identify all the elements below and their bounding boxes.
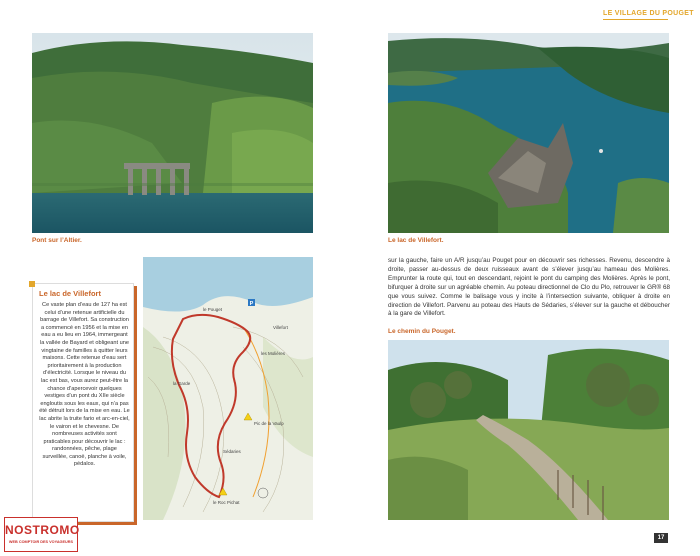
body-text: sur la gauche, faire un A/R jusqu’au Pouget pour en découvrir ses richesses. Revenu, descendre à droite, passer au-dessus de deux ruisseaux avant de s’élever jusqu’au hameau des Molières. Emprunter la route qui, tout en descendant, rejoint le pont du camping des Molières. Après le pont, bifurquer à droite sur un agréable chemin. Au poteau directionnel de Clo du Plo, retrouver le GR® 68 que vous suivez. Comme le balisage vous y incite à l’intersection suivante, obliquer à droite en direction de Villefort. Parvenu au poteau des Hauts de Sédaries, s’élever sur la gauche et déboucher à la gare de Villefort. (388, 257, 670, 318)
map-label-pouget: le Pouget (203, 307, 223, 312)
running-head-rule (603, 19, 668, 20)
map-label-garde: la Garde (173, 381, 191, 386)
map-label-roc: le Roc Pichat (213, 500, 240, 505)
sidebar-title: Le lac de Villefort (39, 289, 101, 298)
route-map (143, 257, 313, 520)
photo-pont-altier (32, 33, 313, 233)
map-start-marker: P (249, 300, 254, 307)
page-number: 17 (654, 533, 668, 543)
logo-name: NOSTROMO (5, 523, 80, 537)
map-label-sedaries: Sédaries (223, 449, 241, 454)
running-head: LE VILLAGE DU POUGET (603, 10, 694, 17)
sidebar-box (32, 283, 134, 522)
caption-bottom-photo: Le chemin du Pouget. (388, 328, 456, 335)
caption-left-photo: Pont sur l’Altier. (32, 237, 82, 244)
photo-chemin-pouget (388, 340, 669, 520)
map-label-pic: Pic de la Vaulp (254, 421, 284, 426)
logo-tagline: WEB COMPTOIR DES VOYAGEURS (8, 540, 74, 544)
map-label-molieres: les Molières (261, 351, 286, 356)
caption-right-photo: Le lac de Villefort. (388, 237, 444, 244)
publisher-logo (4, 517, 78, 552)
sidebar-body: Ce vaste plan d’eau de 127 ha est celui d’une retenue artificielle du barrage de Villefort. Sa construction a commencé en 1956 et la mise en eau a eu lieu en 1964, immergeant la vallée de Bayard et obligeant une vingtaine de familles à quitter leurs maisons. Cette retenue d’eau sert prioritairement à la production d’électricité. Lorsque le niveau du lac est bas, vous aurez peut-être la chance d’apercevoir quelques vestiges d’un pont du XIIe siècle engloutis sous les eaux, qui n’a pas été détruit lors de la mise en eau. Le lac abrite la truite fario et arc-en-ciel, le vairon et le chevesne. De nombreuses activités sont praticables pour découvrir le lac : randonnées, pêche, plage surveillée, canoë, planche à voile, pédalos. (39, 302, 130, 468)
map-label-villefort: Villefort (273, 325, 288, 330)
sidebar-marker (29, 281, 35, 287)
photo-lac-villefort (388, 33, 669, 233)
